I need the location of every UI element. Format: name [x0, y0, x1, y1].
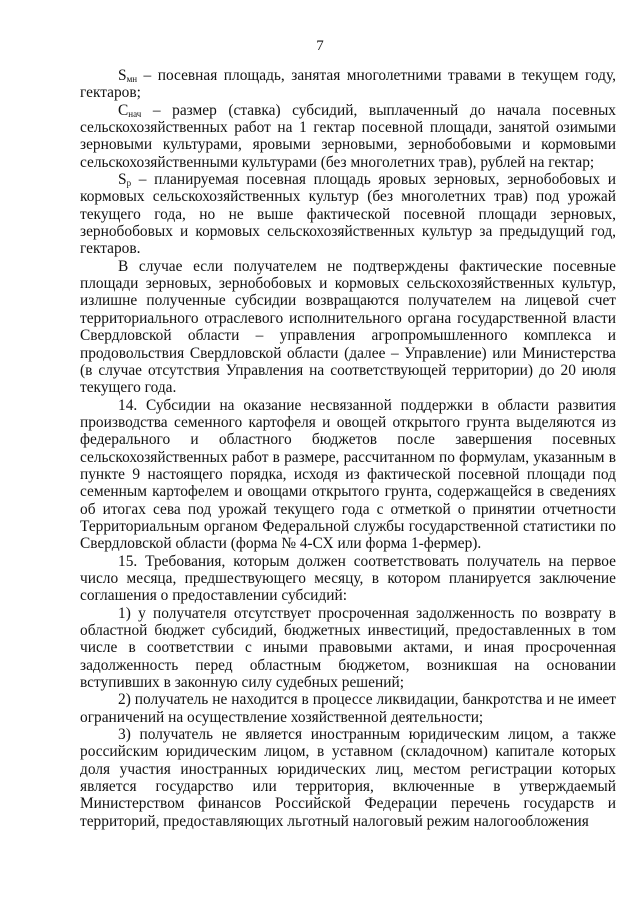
paragraph-text: 3) получатель не является иностранным юридическим лицом, а также российским юридическим лицом, в уставном (складочном) капитале которых доля участия иностранных юридических лиц, местом регистрации которых является государство или территория, включенные в утверждаемый Министерством финансов Российской Федерации перечень государств и территорий, предоставляющих льготный налоговый режим налогообложения	[80, 726, 616, 830]
paragraph-text: – размер (ставка) субсидий, выплаченный до начала посевных сельскохозяйственных работ на 1 гектар посевной площади, занятой озимыми зерновыми культурами, яровыми зерновыми, зернобобовыми и кормовыми сельскохозяйственными культурами (без многолетних трав), рублей на гектар;	[80, 101, 616, 171]
paragraph-text: 2) получатель не находится в процессе ликвидации, банкротства и не имеет ограничений на осуществление хозяйственной деятельности;	[80, 691, 616, 726]
paragraph-text: 14. Субсидии на оказание несвязанной поддержки в области развития производства семенного картофеля и овощей открытого грунта выделяются из федерального и областного бюджетов после завершения посевных сельскохозяйственных работ в размере, рассчитанном по формулам, указанным в пункте 9 настоящего порядка, исходя из фактической посевной площади под семенным картофелем и овощами открытого грунта, содержащейся в сведениях об итогах сева под урожай текущего года с отметкой о принятии отчетности Территориальным органом Федеральной службы государственной статистики по Свердловской области (форма № 4-СХ или форма 1-фермер).	[80, 396, 616, 553]
paragraph-text: В случае если получателем не подтверждены фактические посевные площади зерновых, зернобобовых и кормовых сельскохозяйственных культур, излишне полученные субсидии возвращаются получателем на лицевой счет территориального отраслевого исполнительного органа государственной власти Свердловской области – управления агропромышленного комплекса и продовольствия Свердловской области (далее – Управление) или Министерства (в случае отсутствия Управления на соответствующей территории) до 20 июля текущего года.	[80, 257, 616, 397]
formula-subscript: нач	[128, 108, 142, 119]
paragraph-text: 1) у получателя отсутствует просроченная задолженность по возврату в областной бюджет субсидий, бюджетных инвестиций, предоставленных в том числе в соответствии с иными правовыми актами, и иная просроченная задолженность перед областным бюджетом, возникшая на основании вступивших в законную силу судебных решений;	[80, 604, 616, 692]
paragraph	[80, 553, 616, 605]
paragraph	[80, 171, 616, 258]
paragraph	[80, 102, 616, 171]
paragraph	[80, 726, 616, 830]
formula-symbol: S	[118, 67, 127, 84]
paragraph	[80, 397, 616, 553]
formula-subscript: мн	[126, 74, 138, 84]
paragraph-text: – посевная площадь, занятая многолетними травами в текущем году, гектаров;	[80, 67, 616, 102]
paragraph-text: 15. Требования, которым должен соответствовать получатель на первое число месяца, предшествующего месяцу, в котором планируется заключение соглашения о предоставлении субсидий:	[80, 552, 616, 605]
paragraph	[80, 605, 616, 692]
paragraph	[80, 258, 616, 397]
paragraph	[80, 691, 616, 726]
formula-symbol: С	[118, 101, 129, 119]
formula-subscript: р	[126, 178, 132, 189]
paragraph	[80, 67, 616, 102]
paragraph-text: – планируемая посевная площадь яровых зерновых, зернобобовых и кормовых сельскохозяйственных культур (без многолетних трав) под урожай текущего года, но не выше фактической посевной площади зерновых, зернобобовых и кормовых сельскохозяйственных культур за предыдущий год, гектаров.	[80, 171, 616, 258]
formula-symbol: S	[118, 171, 127, 189]
page-number: 7	[316, 38, 324, 54]
document-body	[80, 67, 616, 830]
